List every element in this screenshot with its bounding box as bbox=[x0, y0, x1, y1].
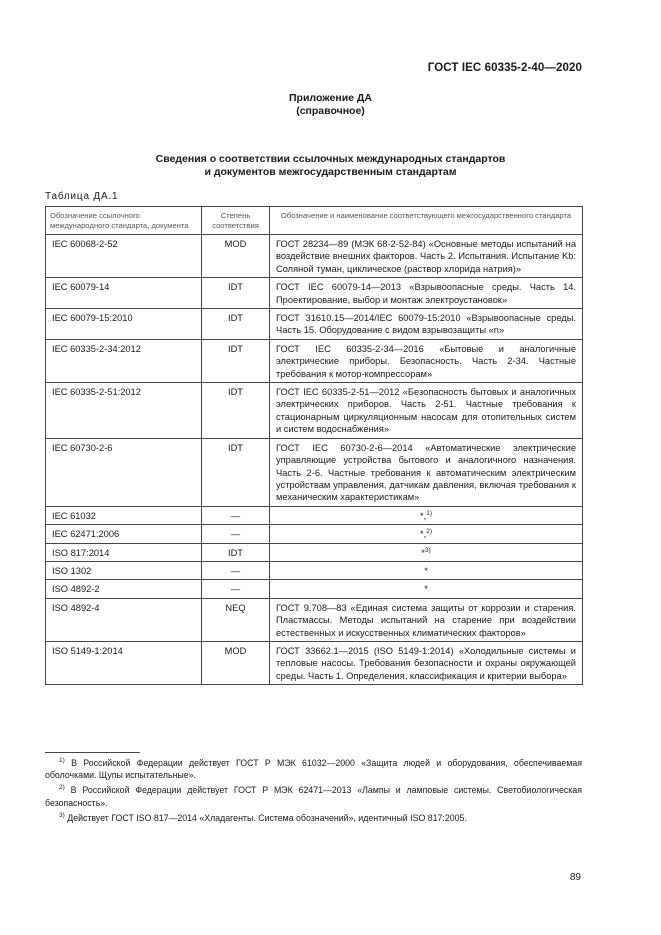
cell-text: * bbox=[424, 584, 428, 595]
table-row bbox=[46, 383, 583, 439]
document-header: ГОСТ IEC 60335-2-40—2020 bbox=[427, 62, 582, 74]
table-row bbox=[46, 278, 583, 309]
cell-reference: IEC 60335-2-51:2012 bbox=[46, 383, 202, 439]
section-title-line-2: и документов межгосударственным стандартам bbox=[204, 166, 457, 178]
cell-reference: IEC 61032 bbox=[46, 506, 202, 524]
table-header-row bbox=[46, 207, 583, 235]
table-caption: Таблица ДА.1 bbox=[45, 191, 119, 202]
table-row bbox=[46, 561, 583, 579]
correspondence-table bbox=[45, 206, 583, 685]
annex-title: Приложение ДА bbox=[289, 92, 372, 104]
cell-interstate-standard: ГОСТ IEC 60079-14—2013 «Взрывоопасные среды. Часть 14. Проектирование, выбор и монтаж электроустановок» bbox=[270, 278, 583, 309]
table-row bbox=[46, 235, 583, 278]
cell-text: * bbox=[424, 565, 428, 576]
footnotes bbox=[45, 757, 582, 827]
footnote-separator bbox=[45, 752, 140, 753]
column-header-degree: Степень соответствия bbox=[202, 207, 270, 235]
cell-reference: ISO 5149-1:2014 bbox=[46, 641, 202, 684]
footnote-text: В Российской Федерации действует ГОСТ Р МЭК 61032—2000 «Защита людей и оборудования, обеспечиваемая оболочками. Щупы испытательные». bbox=[45, 758, 582, 781]
table-row bbox=[46, 580, 583, 598]
cell-interstate-standard bbox=[270, 543, 583, 561]
cell-interstate-standard: ГОСТ 33662.1—2015 (ISO 5149-1:2014) «Холодильные системы и тепловые насосы. Требования безопасности и охраны окружающей среды. Часть 1. Определения, классификация и критерии выбора» bbox=[270, 641, 583, 684]
footnote-mark: 2) bbox=[59, 784, 65, 792]
cell-degree: IDT bbox=[202, 383, 270, 439]
cell-interstate-standard: ГОСТ IEC 60335-2-51—2012 «Безопасность бытовых и аналогичных электрических приборов. Часть 2-51. Частные требования к стационарным циркуляционным насосам для отопительных систем и систем водоснабжения» bbox=[270, 383, 583, 439]
table-row bbox=[46, 641, 583, 684]
footnote-3 bbox=[45, 812, 582, 824]
cell-reference: ISO 4892-2 bbox=[46, 580, 202, 598]
cell-degree: IDT bbox=[202, 278, 270, 309]
cell-degree: IDT bbox=[202, 339, 270, 382]
cell-degree: — bbox=[202, 580, 270, 598]
section-title bbox=[0, 153, 661, 179]
cell-reference: IEC 60079-14 bbox=[46, 278, 202, 309]
column-header-interstate-standard: Обозначение и наименование соответствующего межгосударственного стандарта bbox=[270, 207, 583, 235]
table-row bbox=[46, 438, 583, 506]
cell-interstate-standard bbox=[270, 580, 583, 598]
footnote-mark: 3) bbox=[59, 811, 65, 819]
table-row bbox=[46, 339, 583, 382]
cell-reference: IEC 60335-2-34:2012 bbox=[46, 339, 202, 382]
cell-text: *, bbox=[420, 529, 427, 540]
cell-reference: ISO 817:2014 bbox=[46, 543, 202, 561]
footnote-mark: 1) bbox=[59, 757, 65, 764]
cell-interstate-standard: ГОСТ 28234—89 (МЭК 68-2-52-84) «Основные методы испытаний на воздействие внешних факторов. Часть 2. Испытания. Испытание Kb: Соляной туман, циклическое (раствор хлорида натрия)» bbox=[270, 235, 583, 278]
page-number: 89 bbox=[569, 872, 581, 883]
table-row bbox=[46, 598, 583, 641]
cell-reference: IEC 62471:2006 bbox=[46, 525, 202, 543]
footnote-text: В Российской Федерации действует ГОСТ Р МЭК 62471—2013 «Лампы и ламповые системы. Светобиологическая безопасность». bbox=[45, 785, 582, 808]
cell-reference: IEC 60730-2-6 bbox=[46, 438, 202, 506]
cell-reference: IEC 60079-15:2010 bbox=[46, 309, 202, 340]
annex-subtitle: (справочное) bbox=[296, 105, 365, 117]
cell-interstate-standard bbox=[270, 506, 583, 524]
cell-degree: — bbox=[202, 506, 270, 524]
cell-degree: IDT bbox=[202, 543, 270, 561]
cell-interstate-standard: ГОСТ IEC 60730-2-6—2014 «Автоматические электрические управляющие устройства бытового и аналогичного назначения. Часть 2-6. Частные требования к автоматическим электрическим устройствам управления, датчикам давления, включая требования к механическим характеристикам» bbox=[270, 438, 583, 506]
cell-reference: ISO 1302 bbox=[46, 561, 202, 579]
section-title-line-1: Сведения о соответствии ссылочных международных стандартов bbox=[155, 153, 506, 165]
footnote-text: Действует ГОСТ ISO 817—2014 «Хладагенты. Система обозначений», идентичный ISO 817:2005. bbox=[67, 812, 467, 823]
cell-interstate-standard bbox=[270, 525, 583, 543]
cell-interstate-standard: ГОСТ 31610.15—2014/IEC 60079-15:2010 «Взрывоопасные среды. Часть 15. Оборудование с видом взрывозащиты «n» bbox=[270, 309, 583, 340]
cell-degree: IDT bbox=[202, 309, 270, 340]
footnote-1 bbox=[45, 757, 582, 781]
column-header-reference: Обозначение ссылочного междунарoдного стандарта, документа bbox=[46, 207, 202, 235]
cell-degree: NEQ bbox=[202, 598, 270, 641]
cell-reference: ISO 4892-4 bbox=[46, 598, 202, 641]
cell-interstate-standard bbox=[270, 561, 583, 579]
cell-text: * bbox=[421, 547, 425, 558]
footnote-reference: 2) bbox=[426, 528, 432, 536]
cell-interstate-standard: ГОСТ IEC 60335-2-34—2016 «Бытовые и аналогичные электрические приборы. Безопасность. Часть 2-34. Частные требования к мотор-компрессорам» bbox=[270, 339, 583, 382]
cell-reference: IEC 60068-2-52 bbox=[46, 235, 202, 278]
cell-text: *, bbox=[420, 510, 427, 521]
table-row bbox=[46, 506, 583, 524]
cell-degree: MOD bbox=[202, 641, 270, 684]
cell-interstate-standard: ГОСТ 9.708—83 «Единая система защиты от коррозии и старения. Пластмассы. Методы испытаний на старение при воздействии естественных и искусственных климатических факторов» bbox=[270, 598, 583, 641]
cell-degree: — bbox=[202, 561, 270, 579]
footnote-reference: 1) bbox=[426, 509, 432, 517]
annex-heading bbox=[0, 92, 661, 118]
cell-degree: IDT bbox=[202, 438, 270, 506]
table-row bbox=[46, 543, 583, 561]
cell-degree: — bbox=[202, 525, 270, 543]
cell-degree: MOD bbox=[202, 235, 270, 278]
footnote-reference: 3) bbox=[424, 546, 431, 554]
table-row bbox=[46, 309, 583, 340]
table-row bbox=[46, 525, 583, 543]
footnote-2 bbox=[45, 784, 582, 808]
